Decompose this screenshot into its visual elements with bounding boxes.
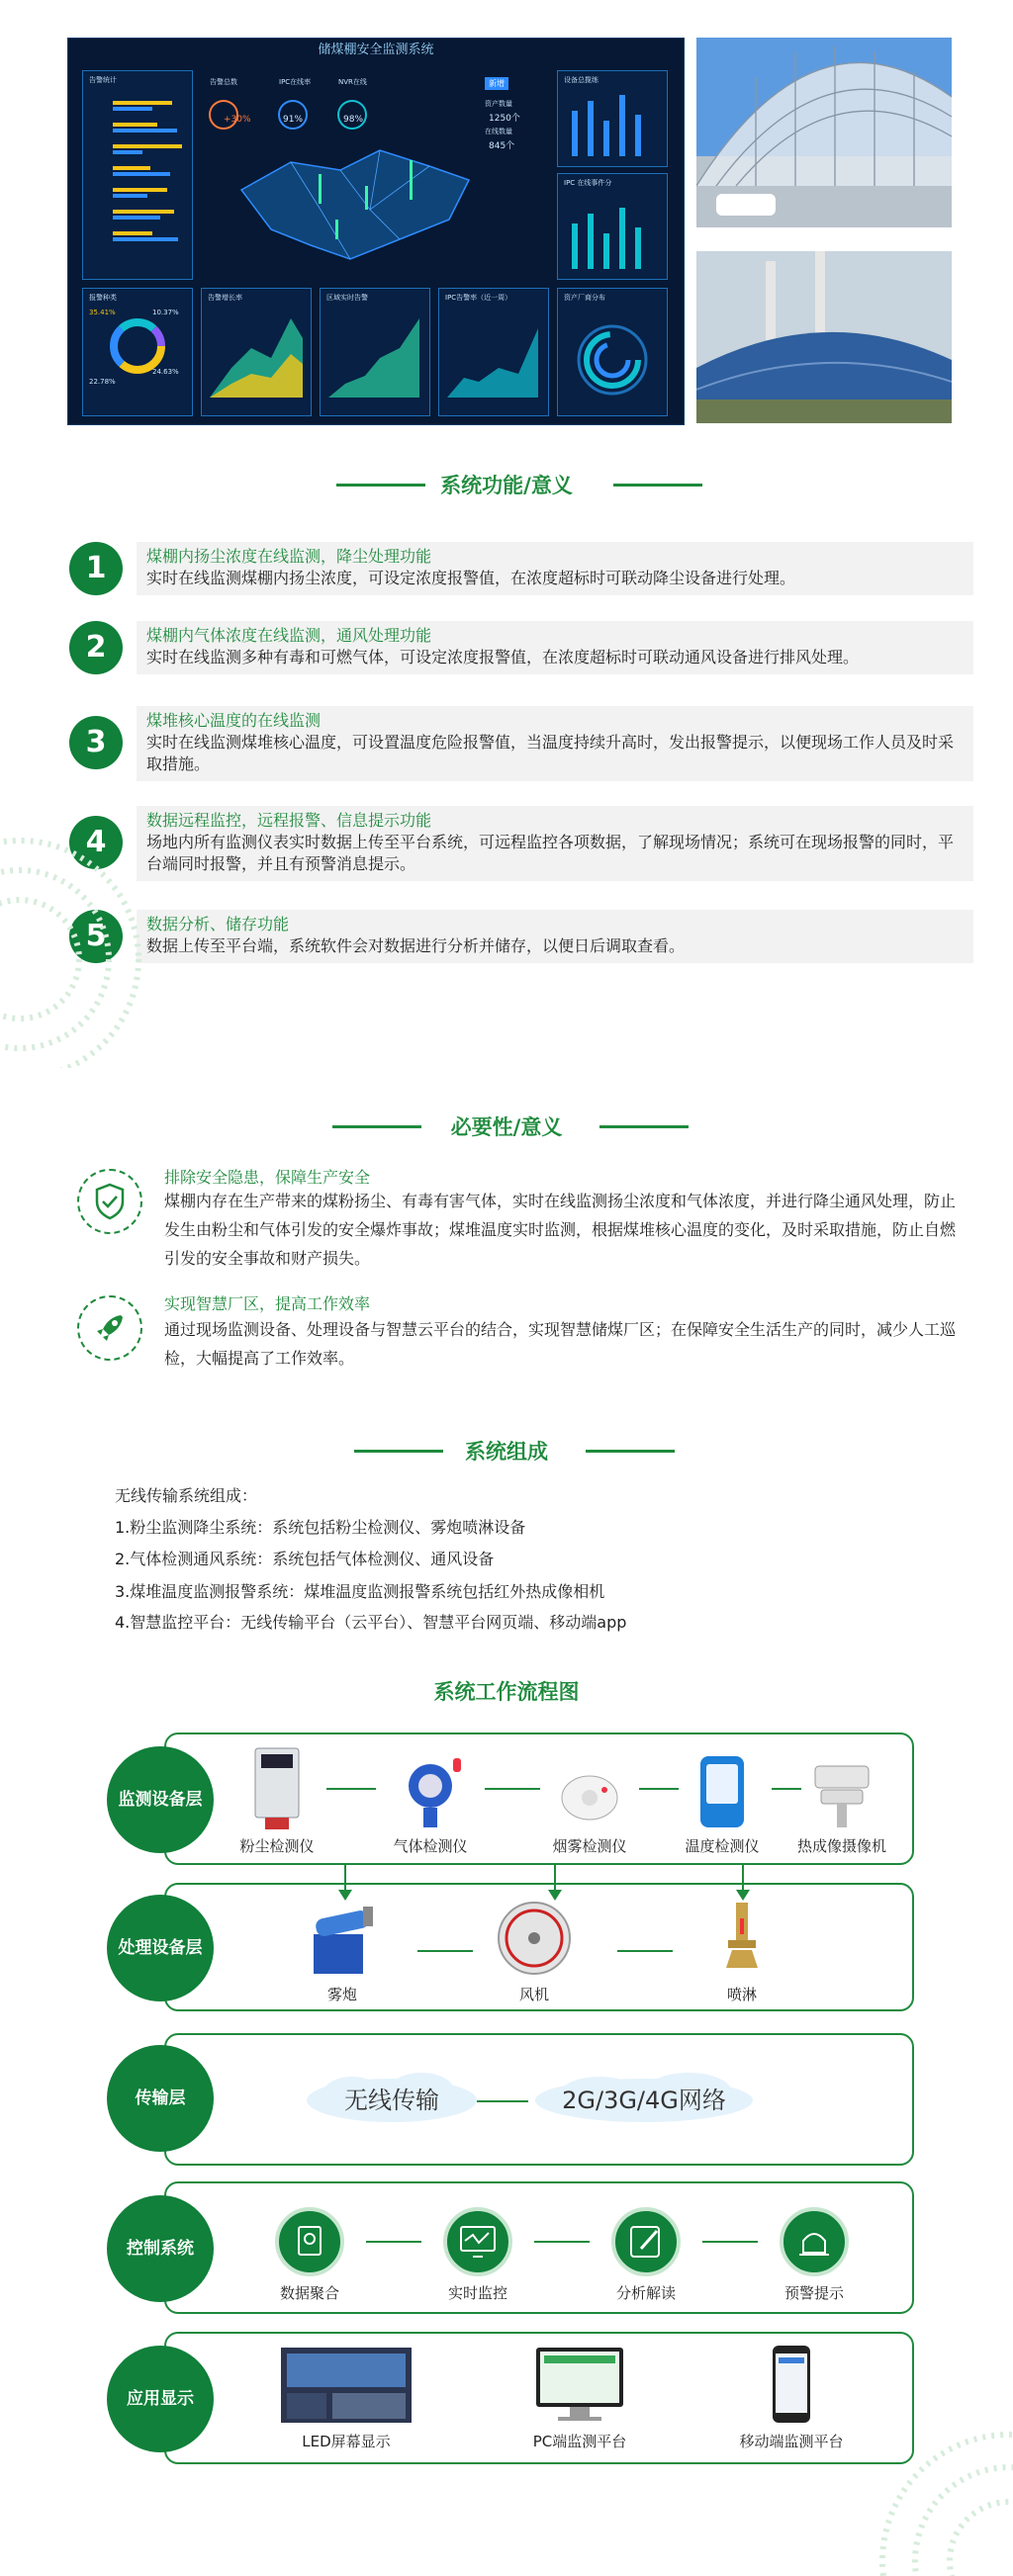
pc-platform xyxy=(510,2344,649,2451)
device-label: 热成像摄像机 xyxy=(796,1837,886,1855)
connector-line xyxy=(326,1788,376,1790)
thermal-camera-icon xyxy=(807,1750,876,1831)
connector-line xyxy=(366,2241,421,2243)
region-area-chart xyxy=(321,289,429,415)
asset-label: 资产数量 xyxy=(485,100,512,108)
feature-number: 2 xyxy=(69,621,123,674)
gas-detector-icon xyxy=(396,1750,465,1831)
feature-number: 3 xyxy=(69,716,123,769)
connector-line xyxy=(617,1950,673,1952)
network-label: 2G/3G/4G网络 xyxy=(562,2087,726,2114)
feature-number: 5 xyxy=(69,910,123,963)
connector-line xyxy=(702,2241,758,2243)
connector-line xyxy=(417,1950,473,1952)
panel-title: 设备总揽练 xyxy=(564,76,599,84)
control-label: 预警提示 xyxy=(783,2284,844,2302)
feature-title: 煤堆核心温度的在线监测 xyxy=(146,711,322,730)
panel-alarm-types xyxy=(82,288,193,416)
control-item xyxy=(423,2282,532,2303)
device-label: 风机 xyxy=(518,1986,549,2003)
fog-cannon-icon xyxy=(298,1897,387,1980)
control-item xyxy=(255,2282,364,2303)
donut-label: 10.37% xyxy=(152,309,179,316)
device-label: 雾炮 xyxy=(326,1986,357,2003)
feature-title: 数据分析、储存功能 xyxy=(146,915,290,933)
panel-device-overview xyxy=(557,70,668,167)
panel-alarm-stats xyxy=(82,70,193,280)
feature-number: 4 xyxy=(69,816,123,869)
dashboard-screen xyxy=(67,38,685,425)
composition-item: 3.煤堆温度监测报警系统：煤堆温度监测报警系统包括红外热成像相机 xyxy=(115,1582,605,1601)
feature-box xyxy=(137,806,973,881)
composition-item: 2.气体检测通风系统：系统包括气体检测仪、通风设备 xyxy=(115,1550,495,1568)
app-label: PC端监测平台 xyxy=(532,2433,627,2450)
led-display xyxy=(277,2344,415,2451)
panel-title: 告警增长率 xyxy=(208,294,242,302)
dust-detector xyxy=(228,1740,326,1856)
coal-shed-photo-1 xyxy=(696,38,952,227)
control-item xyxy=(760,2282,869,2303)
device-label: 气体检测仪 xyxy=(393,1837,468,1855)
kpi-value: 91% xyxy=(283,115,304,125)
feature-title: 煤棚内扬尘浓度在线监测，降尘处理功能 xyxy=(146,547,432,566)
control-item xyxy=(592,2282,700,2303)
panel-title: 告警统计 xyxy=(89,76,117,84)
feature-box xyxy=(137,621,973,674)
composition-item: 1.粉尘监测降尘系统：系统包括粉尘检测仪、雾炮喷淋设备 xyxy=(115,1518,526,1537)
connector-line xyxy=(534,2241,590,2243)
feature-desc: 实时在线监测煤堆核心温度，可设置温度危险报警值，当温度持续升高时，发出报警提示，以便现场工作人员及时采取措施。 xyxy=(146,733,955,773)
device-label: 烟雾检测仪 xyxy=(552,1837,627,1855)
kpi-value: 98% xyxy=(343,115,364,125)
wireless-transmission-label: 无线传输 xyxy=(344,2087,439,2114)
feature-desc: 数据上传至平台端，系统软件会对数据进行分析并储存，以便日后调取查看。 xyxy=(146,936,686,955)
shield-check-icon xyxy=(77,1169,142,1234)
new-badge: 新增 xyxy=(485,77,508,90)
panel-title: 资产厂商分布 xyxy=(564,294,605,302)
rocket-icon xyxy=(77,1295,142,1361)
composition-item: 4.智慧监控平台：无线传输平台（云平台）、智慧平台网页端、移动端app xyxy=(115,1613,627,1632)
growth-area-chart xyxy=(202,289,311,415)
decorative-radial-pattern xyxy=(0,831,168,1068)
edit-analysis-icon xyxy=(611,2207,681,2276)
alarm-bar-chart xyxy=(83,71,192,279)
temperature-detector-icon xyxy=(692,1750,752,1831)
device-bar-chart xyxy=(558,71,667,166)
control-label: 分析解读 xyxy=(615,2284,676,2302)
control-label: 数据聚合 xyxy=(279,2284,339,2302)
ventilation-fan xyxy=(485,1897,584,2004)
composition-intro: 无线传输系统组成： xyxy=(115,1486,258,1505)
device-label: 粉尘检测仪 xyxy=(239,1837,315,1855)
panel-ipc-alarm xyxy=(438,288,549,416)
feature-title: 煤棚内气体浓度在线监测，通风处理功能 xyxy=(146,626,432,645)
pc-monitor-icon xyxy=(530,2344,629,2427)
connector-line xyxy=(477,2100,528,2102)
transmit-layer-label: 传输层 xyxy=(107,2045,214,2152)
panel-title: IPC告警率（近一周） xyxy=(445,294,512,302)
device-label: 温度检测仪 xyxy=(685,1837,760,1855)
feature-number: 1 xyxy=(69,542,123,595)
thermal-camera xyxy=(787,1750,896,1856)
donut-label: 24.63% xyxy=(152,368,179,376)
map-area xyxy=(201,70,549,280)
dashboard-title: 储煤棚安全监测系统 xyxy=(318,43,434,57)
control-layer-label: 控制系统 xyxy=(107,2195,214,2302)
necessity-item-desc: 煤棚内存在生产带来的煤粉扬尘、有毒有害气体，实时在线监测扬尘浓度和气体浓度，并进行降尘通风处理，防止发生由粉尘和气体引发的安全爆炸事故；煤堆温度实时监测，根据煤堆核心温度的变化，及时采取措施，防止自燃引发的安全事故和财产损失。 xyxy=(164,1192,957,1268)
smoke-detector xyxy=(540,1760,639,1856)
feature-box xyxy=(137,706,973,781)
alarm-light-icon xyxy=(780,2207,849,2276)
necessity-item-title: 排除安全隐患，保障生产安全 xyxy=(164,1168,371,1187)
smoke-detector-icon xyxy=(555,1760,624,1831)
features-title: 系统功能/意义 xyxy=(440,474,573,497)
fan-icon xyxy=(493,1897,576,1980)
monitor-screen-icon xyxy=(443,2207,512,2276)
dust-detector-icon xyxy=(247,1740,307,1831)
feature-box xyxy=(137,910,973,963)
led-screen-icon xyxy=(277,2344,415,2427)
panel-title: 报警种类 xyxy=(89,294,117,302)
donut-label: 35.41% xyxy=(89,309,116,316)
kpi-value: +30% xyxy=(224,115,251,125)
device-label: 喷淋 xyxy=(726,1986,757,2003)
kpi-label: NVR在线 xyxy=(338,78,367,86)
coal-shed-photo-2 xyxy=(696,251,952,423)
panel-title: IPC 在线事件分 xyxy=(564,179,612,187)
gas-detector xyxy=(376,1750,485,1856)
feature-title: 数据远程监控，远程报警、信息提示功能 xyxy=(146,811,432,830)
app-label: LED屏幕显示 xyxy=(302,2433,391,2450)
temperature-detector xyxy=(673,1750,772,1856)
composition-title: 系统组成 xyxy=(465,1440,548,1464)
monitor-layer-label: 监测设备层 xyxy=(107,1746,214,1853)
sprinkler-icon xyxy=(712,1897,772,1980)
necessity-item-desc: 通过现场监测设备、处理设备与智慧云平台的结合，实现智慧储煤厂区；在保障安全生活生产的同时，减少人工巡检，大幅提高了工作效率。 xyxy=(164,1320,957,1368)
decorative-radial-pattern xyxy=(871,2393,1013,2576)
panel-alarm-growth xyxy=(201,288,312,416)
sprinkler xyxy=(692,1897,791,2004)
panel-manufacturer xyxy=(557,288,668,416)
data-aggregation-icon xyxy=(275,2207,344,2276)
control-label: 实时监控 xyxy=(447,2284,507,2302)
necessity-item-title: 实现智慧厂区，提高工作效率 xyxy=(164,1294,371,1313)
online-label: 在线数量 xyxy=(485,128,512,135)
mobile-platform xyxy=(722,2344,861,2451)
manufacturer-radial xyxy=(558,289,667,415)
kpi-label: 告警总数 xyxy=(210,78,237,86)
workflow-title: 系统工作流程图 xyxy=(433,1680,580,1704)
app-layer-label: 应用显示 xyxy=(107,2346,214,2452)
kpi-label: IPC在线率 xyxy=(279,78,312,86)
panel-region-alarm xyxy=(320,288,430,416)
ipc-area-chart xyxy=(439,289,548,415)
fog-cannon xyxy=(293,1897,392,2004)
power-plant-image xyxy=(696,251,952,423)
donut-label: 22.78% xyxy=(89,378,116,386)
necessity-title: 必要性/意义 xyxy=(450,1115,563,1139)
online-value: 845个 xyxy=(489,141,515,151)
panel-title: 区域实时告警 xyxy=(326,294,368,302)
process-layer-label: 处理设备层 xyxy=(107,1895,214,2001)
feature-desc: 实时在线监测多种有毒和可燃气体，可设定浓度报警值，在浓度超标时可联动通风设备进行排风处理。 xyxy=(146,648,860,666)
app-label: 移动端监测平台 xyxy=(739,2433,844,2450)
feature-box xyxy=(137,542,973,595)
panel-ipc-events xyxy=(557,173,668,280)
connector-line xyxy=(485,1788,540,1790)
ipc-event-bars xyxy=(558,174,667,279)
coal-shed-image xyxy=(696,38,952,227)
mobile-phone-icon xyxy=(767,2344,816,2427)
feature-desc: 场地内所有监测仪表实时数据上传至平台系统，可远程监控各项数据，了解现场情况；系统可在现场报警的同时，平台端同时报警，并且有预警消息提示。 xyxy=(146,833,955,873)
feature-desc: 实时在线监测煤棚内扬尘浓度，可设定浓度报警值，在浓度超标时可联动降尘设备进行处理。 xyxy=(146,569,796,587)
asset-value: 1250个 xyxy=(489,114,520,124)
